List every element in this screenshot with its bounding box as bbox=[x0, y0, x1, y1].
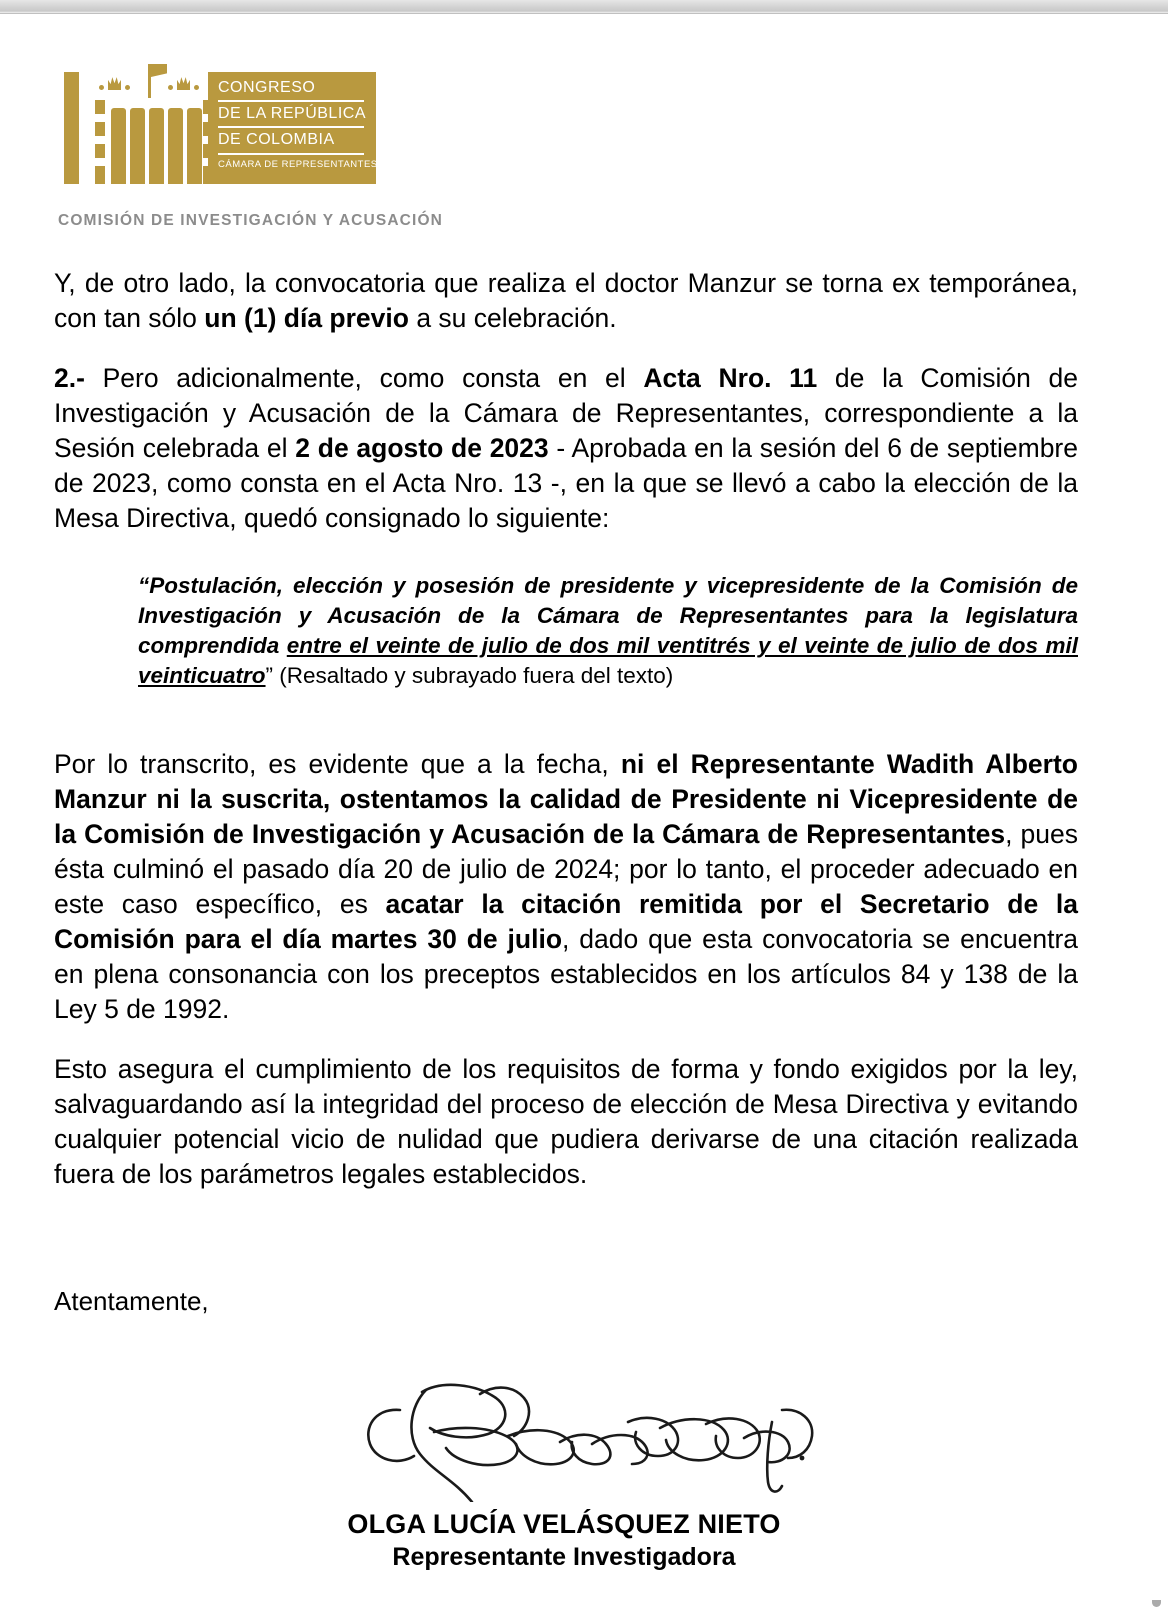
logo-crown-right bbox=[177, 76, 190, 90]
p3-bold-calidad: ni el Representante Wadith Alberto Manzur ni la suscrita, ostentamos la calidad de Presidente ni Vicepresidente de la Comisión de Investigación y Acusación de la Cámara de Representantes bbox=[54, 749, 1078, 849]
logo-column-5 bbox=[187, 108, 202, 184]
logo-flag bbox=[151, 64, 167, 77]
letterhead-logo bbox=[64, 60, 376, 184]
logo-left-pillar bbox=[64, 72, 79, 184]
closing-salutation: Atentamente, bbox=[54, 1286, 209, 1316]
quote-open: “ bbox=[138, 573, 150, 598]
p2-part-a: Pero adicionalmente, como consta en el bbox=[84, 363, 644, 393]
quote-underlined-dates: entre el veinte de julio de dos mil ventitrés y el veinte de julio de dos mil veinticuatro bbox=[138, 633, 1078, 688]
p2-bold-fecha: 2 de agosto de 2023 bbox=[295, 433, 549, 463]
p2-item-number: 2.- bbox=[54, 363, 85, 393]
p2-part-e: - Aprobada en la sesión del 6 de septiembre de 2023, como consta en el Acta Nro. 13 -, en la que se llevó a cabo la elección de la Mesa Directiva, quedó consignado lo siguiente: bbox=[54, 433, 1078, 533]
logo-bracket-top-left bbox=[95, 100, 105, 114]
paragraph-4: Esto asegura el cumplimiento de los requisitos de forma y fondo exigidos por la ley, salvaguardando así la integridad del proceso de elección de Mesa Directiva y evitando cualquier potencial vicio de nulidad que pudiera derivarse de una citación realizada fuera de los parámetros legales establecidos. bbox=[54, 1054, 1078, 1189]
logo-bracket-mid-left bbox=[95, 122, 105, 136]
logo-flag-pole bbox=[148, 64, 151, 98]
p1-part-a: Y, de otro lado, la convocatoria que realiza el doctor Manzur se torna ex temporánea, con tan sólo bbox=[54, 268, 1078, 333]
logo-dot-4 bbox=[194, 85, 199, 90]
p3-part-a: Por lo transcrito, es evidente que a la fecha, bbox=[54, 749, 621, 779]
p1-bold-dia-previo: un (1) día previo bbox=[204, 303, 409, 333]
logo-rule-2 bbox=[218, 126, 364, 128]
signature-strokes bbox=[330, 1332, 850, 1502]
logo-text-camara: CÁMARA DE REPRESENTANTES bbox=[218, 159, 378, 170]
logo-column-3 bbox=[149, 108, 164, 184]
logo-crown-left bbox=[108, 76, 121, 90]
logo-column-1 bbox=[111, 108, 126, 184]
logo-dot-1 bbox=[99, 85, 104, 90]
quote-italic-a: Postulación, elección y posesión de presidente y vicepresidente de la Comisión de Investigación y Acusación de la Cámara de Representantes para la legislatura comprendida bbox=[138, 573, 1078, 658]
paragraph-1 bbox=[54, 266, 1078, 336]
commission-heading: COMISIÓN DE INVESTIGACIÓN Y ACUSACIÓN bbox=[58, 212, 444, 229]
logo-dot-2 bbox=[125, 85, 130, 90]
p2-part-c: de la Comisión de Investigación y Acusación de la Cámara de Representantes, correspondiente a la Sesión celebrada el bbox=[54, 363, 1078, 463]
logo-rule-1 bbox=[218, 100, 364, 102]
logo-text-republica: DE LA REPÚBLICA bbox=[218, 105, 366, 122]
p3-part-c: , pues ésta culminó el pasado día 20 de julio de 2024; por lo tanto, el proceder adecuado en este caso específico, es bbox=[54, 819, 1078, 919]
logo-column-4 bbox=[168, 108, 183, 184]
document-body bbox=[54, 266, 1078, 1217]
quote-close: ” bbox=[265, 663, 274, 688]
logo-text-congreso: CONGRESO bbox=[218, 79, 316, 96]
logo-column-2 bbox=[130, 108, 145, 184]
p3-bold-acatar: acatar la citación remitida por el Secretario de la Comisión para el día martes 30 de julio bbox=[54, 889, 1078, 954]
paragraph-3 bbox=[54, 747, 1078, 1027]
p1-part-c: a su celebración. bbox=[408, 303, 617, 333]
logo-nameplate bbox=[208, 72, 376, 184]
p3-part-e: , dado que esta convocatoria se encuentra en plena consonancia con los preceptos establecidos en los artículos 84 y 138 de la Ley 5 de 1992. bbox=[54, 924, 1079, 1024]
signature-block bbox=[0, 1509, 1128, 1572]
logo-dot-3 bbox=[168, 85, 173, 90]
logo-bracket-bottom-left bbox=[95, 166, 105, 184]
quoted-excerpt bbox=[138, 571, 1078, 691]
p2-bold-acta-11: Acta Nro. 11 bbox=[643, 363, 818, 393]
signer-name: OLGA LUCÍA VELÁSQUEZ NIETO bbox=[347, 1509, 781, 1539]
document-viewer-toolbar bbox=[0, 0, 1168, 14]
logo-text-colombia: DE COLOMBIA bbox=[218, 131, 335, 148]
paragraph-2 bbox=[54, 361, 1078, 536]
signature-image bbox=[330, 1332, 850, 1502]
logo-rule-3 bbox=[218, 153, 364, 155]
signer-role: Representante Investigadora bbox=[392, 1543, 736, 1571]
logo-bracket-low-left bbox=[95, 144, 105, 158]
document-page bbox=[0, 14, 1168, 1600]
quote-note: (Resaltado y subrayado fuera del texto) bbox=[273, 663, 674, 688]
